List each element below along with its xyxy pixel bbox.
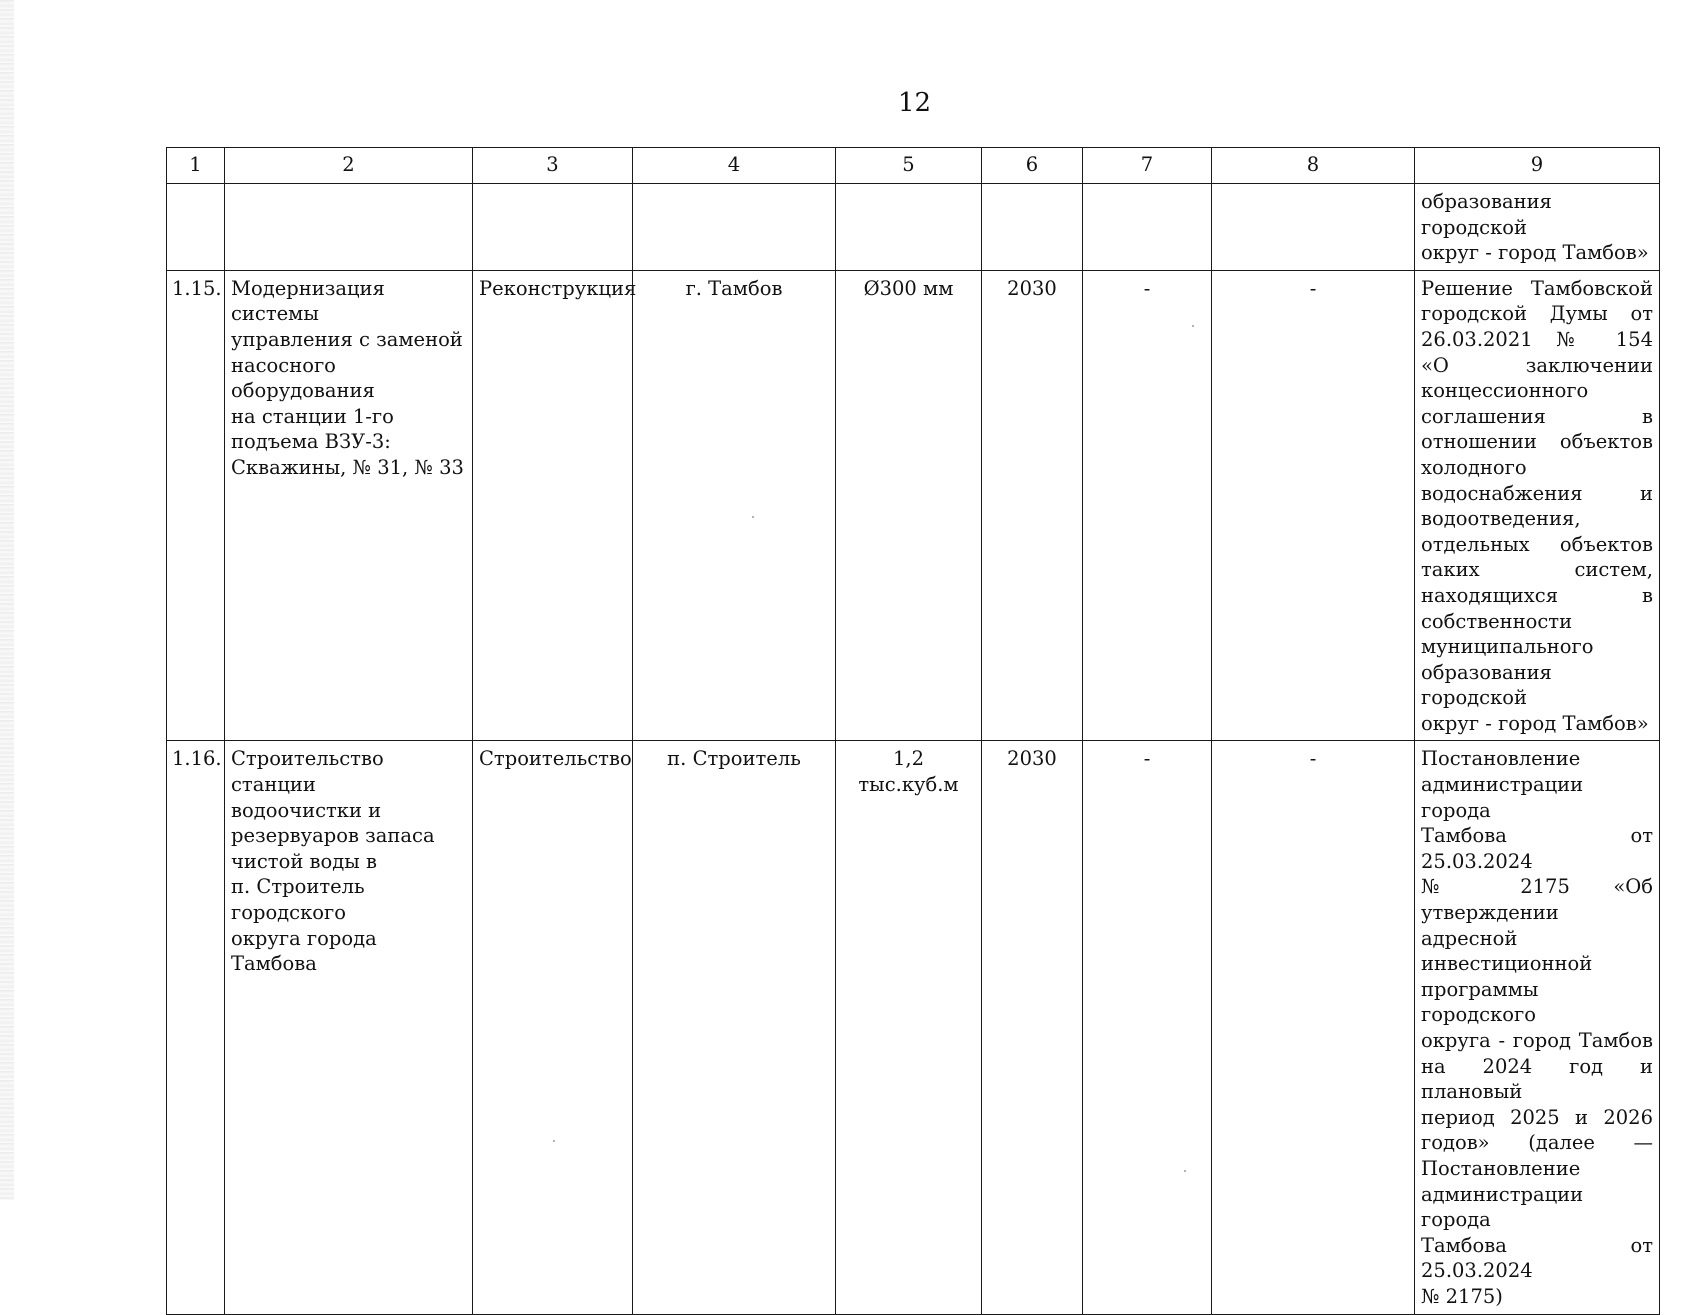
basis-line: утверждении адресной xyxy=(1421,901,1559,950)
empty-cell xyxy=(982,184,1083,271)
basis-line: 26.03.2021 № 154 xyxy=(1421,327,1653,351)
basis-line: отношении объектов xyxy=(1421,430,1653,454)
projects-table xyxy=(166,147,1660,1315)
basis-line: водоснабжения и xyxy=(1421,481,1653,505)
basis-line: Тамбова от 25.03.2024 xyxy=(1421,1233,1653,1283)
table-row-continuation xyxy=(167,184,1660,271)
basis-line: городской Думы от xyxy=(1421,302,1653,326)
basis-line: округа - город Тамбов xyxy=(1421,1029,1653,1052)
capacity-cell: 1,2 тыс.куб.м xyxy=(836,741,982,1314)
name-line: водоочистки и xyxy=(231,798,382,822)
basis-line: округ - город Тамбов» xyxy=(1421,241,1649,265)
empty-cell xyxy=(473,184,633,271)
basis-line: администрации города xyxy=(1421,773,1584,822)
scan-speck xyxy=(553,1140,555,1142)
scan-edge xyxy=(0,0,14,1200)
basis-line: на 2024 год и плановый xyxy=(1421,1054,1653,1104)
name-line: подъема ВЗУ-3: xyxy=(231,430,391,454)
basis-line: концессионного xyxy=(1421,379,1589,403)
capacity-cell: Ø300 мм xyxy=(836,270,982,741)
basis-line: программы городского xyxy=(1421,977,1539,1027)
basis-line: отдельных объектов xyxy=(1421,532,1653,556)
page-number: 12 xyxy=(897,88,932,118)
project-name-cell xyxy=(225,270,473,741)
basis-line: № 2175) xyxy=(1421,1284,1503,1308)
empty-cell xyxy=(1212,184,1415,271)
scan-speck xyxy=(1184,1170,1186,1172)
header-cell: 4 xyxy=(633,148,836,184)
name-line: управления с заменой xyxy=(231,327,463,351)
header-cell: 9 xyxy=(1415,148,1660,184)
col8-cell: - xyxy=(1212,270,1415,741)
name-line: резервуаров запаса xyxy=(231,824,435,848)
basis-line: период 2025 и 2026 xyxy=(1421,1105,1653,1129)
basis-line: водоотведения, xyxy=(1421,507,1581,531)
header-cell: 1 xyxy=(167,148,225,184)
basis-line: образования городской xyxy=(1421,190,1552,239)
basis-line: годов» (далее — xyxy=(1421,1131,1653,1155)
name-line: Скважины, № 31, № 33 xyxy=(231,455,464,479)
year-cell: 2030 xyxy=(982,270,1083,741)
empty-cell xyxy=(836,184,982,271)
row-number: 1.16. xyxy=(167,741,225,1314)
basis-line: инвестиционной xyxy=(1421,952,1593,976)
name-line: Модернизация системы xyxy=(231,276,385,326)
table-row xyxy=(167,270,1660,741)
basis-cell xyxy=(1415,741,1660,1314)
basis-line: «О заключении xyxy=(1421,353,1653,377)
table-header-row xyxy=(167,148,1660,184)
basis-line: администрации города xyxy=(1421,1182,1584,1232)
header-cell: 2 xyxy=(225,148,473,184)
header-cell: 6 xyxy=(982,148,1083,184)
location-cell: п. Строитель xyxy=(633,741,836,1314)
year-cell: 2030 xyxy=(982,741,1083,1314)
basis-line: округ - город Тамбов» xyxy=(1421,711,1649,735)
name-line: чистой воды в xyxy=(231,849,377,873)
work-type-cell: Реконструкция xyxy=(473,270,633,741)
project-name-cell xyxy=(225,741,473,1314)
name-line: на станции 1-го xyxy=(231,404,394,428)
col8-cell: - xyxy=(1212,741,1415,1314)
scan-speck xyxy=(1192,325,1194,327)
table-row xyxy=(167,741,1660,1314)
basis-line: Постановление xyxy=(1421,747,1581,771)
basis-line: собственности xyxy=(1421,609,1573,633)
col7-cell: - xyxy=(1083,741,1212,1314)
work-type-cell: Строительство xyxy=(473,741,633,1314)
header-cell: 8 xyxy=(1212,148,1415,184)
name-line: Строительство станции xyxy=(231,747,384,797)
name-line: п. Строитель городского xyxy=(231,875,365,925)
name-line: насосного оборудования xyxy=(231,353,375,403)
basis-cell xyxy=(1415,270,1660,741)
basis-line: образования городской xyxy=(1421,660,1552,710)
basis-line: Решение Тамбовской xyxy=(1421,276,1653,300)
empty-cell xyxy=(1083,184,1212,271)
empty-cell xyxy=(225,184,473,271)
basis-line: холодного xyxy=(1421,455,1527,479)
empty-cell xyxy=(167,184,225,271)
basis-line: находящихся в xyxy=(1421,583,1653,607)
row-number: 1.15. xyxy=(167,270,225,741)
basis-cell xyxy=(1415,184,1660,271)
header-cell: 5 xyxy=(836,148,982,184)
basis-line: соглашения в xyxy=(1421,404,1653,428)
name-line: округа города Тамбова xyxy=(231,926,377,976)
header-cell: 3 xyxy=(473,148,633,184)
header-cell: 7 xyxy=(1083,148,1212,184)
basis-line: таких систем, xyxy=(1421,558,1653,582)
basis-line: № 2175 «Об xyxy=(1421,875,1653,899)
location-cell: г. Тамбов xyxy=(633,270,836,741)
basis-line: Тамбова от 25.03.2024 xyxy=(1421,824,1653,873)
scan-speck xyxy=(752,516,754,518)
empty-cell xyxy=(633,184,836,271)
col7-cell: - xyxy=(1083,270,1212,741)
basis-line: Постановление xyxy=(1421,1156,1581,1180)
basis-line: муниципального xyxy=(1421,635,1594,659)
